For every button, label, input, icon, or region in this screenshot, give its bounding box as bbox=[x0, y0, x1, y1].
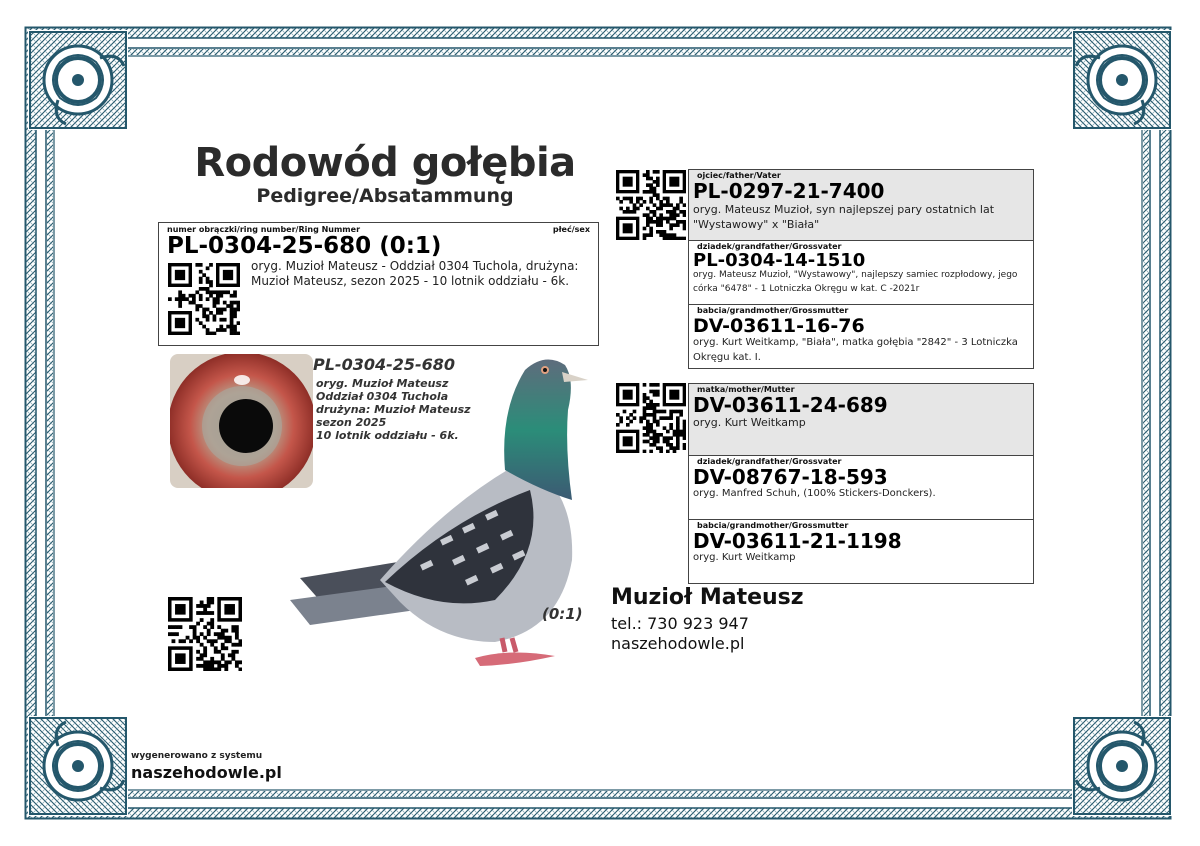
father-grandmother-ring-number: DV-03611-16-76 bbox=[693, 315, 865, 337]
qr-code-father bbox=[616, 170, 686, 240]
father-label: ojciec/father/Vater bbox=[697, 171, 781, 180]
ring-number-label: numer obrączki/ring number/Ring Nummer bbox=[167, 225, 361, 234]
mother-box bbox=[688, 383, 1034, 456]
owner-phone: tel.: 730 923 947 bbox=[611, 614, 749, 633]
qr-code-icon bbox=[168, 597, 242, 671]
photo-info-line-5: 10 lotnik oddziału - 6k. bbox=[316, 429, 459, 442]
subject-ring-box bbox=[158, 222, 599, 346]
subject-description: oryg. Muzioł Mateusz - Oddział 0304 Tuchola, drużyna: Muzioł Mateusz, sezon 2025 - 10 lotnik oddziału - 6k. bbox=[251, 259, 579, 288]
father-ring-number: PL-0297-21-7400 bbox=[693, 179, 885, 203]
father-grandfather-description: oryg. Mateusz Muzioł, "Wystawowy", najlepszy samiec rozpłodowy, jego córka "6478" - 1 Lotniczka Okręgu w kat. C -2021r bbox=[693, 270, 1018, 294]
father-grandmother-box bbox=[688, 304, 1034, 369]
owner-website[interactable]: naszehodowle.pl bbox=[611, 634, 745, 653]
photo-ring-number: PL-0304-25-680 bbox=[313, 355, 456, 374]
father-box bbox=[688, 169, 1034, 241]
photo-info-line-2: Oddział 0304 Tuchola bbox=[316, 390, 449, 403]
generated-label: wygenerowano z systemu bbox=[131, 751, 263, 761]
mother-label: matka/mother/Mutter bbox=[697, 385, 795, 394]
page-subtitle: Pedigree/Absatammung bbox=[256, 185, 514, 207]
mother-grandfather-description: oryg. Manfred Schuh, (100% Stickers-Donckers). bbox=[693, 488, 936, 499]
footer-brand[interactable]: naszehodowle.pl bbox=[131, 763, 282, 782]
mother-grandmother-box bbox=[688, 519, 1034, 584]
subject-ring-number: PL-0304-25-680 (0:1) bbox=[167, 233, 442, 259]
father-grandfather-ring-number: PL-0304-14-1510 bbox=[693, 250, 866, 271]
mother-description: oryg. Kurt Weitkamp bbox=[693, 416, 806, 429]
qr-code-mother bbox=[616, 383, 686, 453]
page-title: Rodowód gołębia bbox=[194, 140, 576, 186]
father-grandmother-description: oryg. Kurt Weitkamp, "Biała", matka gołębia "2842" - 3 Lotniczka Okręgu kat. I. bbox=[693, 337, 1018, 363]
father-grandmother-label: babcia/grandmother/Grossmutter bbox=[697, 306, 849, 315]
corner-ornament bbox=[28, 30, 128, 130]
qr-code-icon bbox=[616, 383, 686, 453]
owner-name: Muzioł Mateusz bbox=[611, 585, 804, 610]
qr-code-extra bbox=[168, 597, 242, 671]
qr-code-icon bbox=[616, 170, 686, 240]
mother-ring-number: DV-03611-24-689 bbox=[693, 393, 888, 417]
father-description: oryg. Mateusz Muzioł, syn najlepszej pary ostatnich lat "Wystawowy" x "Biała" bbox=[693, 203, 995, 231]
mother-grandfather-ring-number: DV-08767-18-593 bbox=[693, 465, 888, 489]
father-grandfather-label: dziadek/grandfather/Grossvater bbox=[697, 242, 842, 251]
mother-grandmother-description: oryg. Kurt Weitkamp bbox=[693, 552, 796, 563]
mother-grandfather-label: dziadek/grandfather/Grossvater bbox=[697, 457, 842, 466]
mother-grandmother-label: babcia/grandmother/Grossmutter bbox=[697, 521, 849, 530]
father-grandfather-box bbox=[688, 240, 1034, 305]
photo-info-line-3: drużyna: Muzioł Mateusz bbox=[316, 403, 471, 416]
mother-grandmother-ring-number: DV-03611-21-1198 bbox=[693, 529, 902, 553]
qr-code-subject bbox=[168, 263, 240, 335]
mother-grandfather-box bbox=[688, 455, 1034, 520]
sex-label: płeć/sex bbox=[552, 225, 590, 234]
photo-info-line-1: oryg. Muzioł Mateusz bbox=[316, 377, 449, 390]
sex-code: (0:1) bbox=[542, 605, 583, 623]
photo-info-line-4: sezon 2025 bbox=[316, 416, 387, 429]
qr-code-icon bbox=[168, 263, 240, 335]
